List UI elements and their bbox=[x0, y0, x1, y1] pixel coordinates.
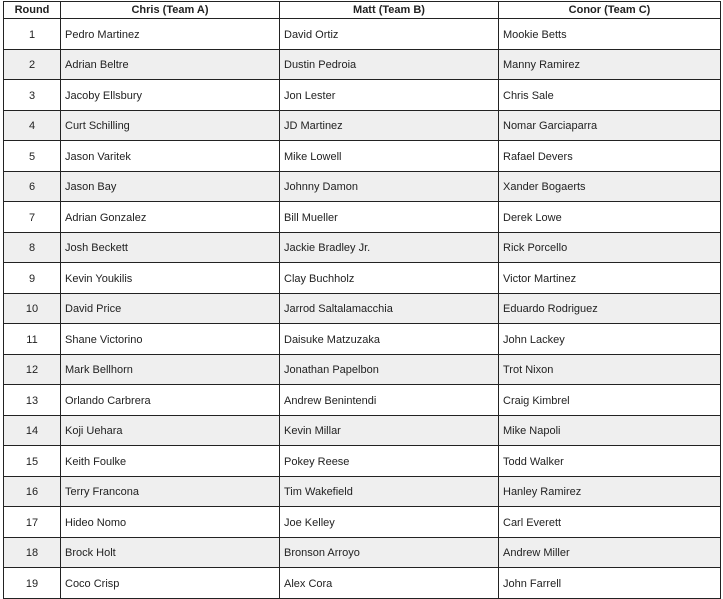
team-b-pick: Pokey Reese bbox=[280, 446, 499, 477]
team-c-pick: Nomar Garciaparra bbox=[499, 110, 721, 141]
round-cell: 6 bbox=[4, 171, 61, 202]
team-a-pick: Mark Bellhorn bbox=[61, 354, 280, 385]
team-c-pick: Andrew Miller bbox=[499, 537, 721, 568]
team-b-pick: Jon Lester bbox=[280, 80, 499, 111]
team-c-pick: Chris Sale bbox=[499, 80, 721, 111]
round-cell: 1 bbox=[4, 19, 61, 50]
team-c-pick: Todd Walker bbox=[499, 446, 721, 477]
table-row bbox=[4, 568, 721, 599]
header-row bbox=[4, 2, 721, 19]
team-b-pick: Tim Wakefield bbox=[280, 476, 499, 507]
team-a-pick: Pedro Martinez bbox=[61, 19, 280, 50]
table-row bbox=[4, 19, 721, 50]
table-row bbox=[4, 446, 721, 477]
team-b-pick: Mike Lowell bbox=[280, 141, 499, 172]
team-a-pick: Jason Varitek bbox=[61, 141, 280, 172]
team-a-pick: Jason Bay bbox=[61, 171, 280, 202]
team-c-pick: Carl Everett bbox=[499, 507, 721, 538]
team-c-pick: Xander Bogaerts bbox=[499, 171, 721, 202]
team-a-pick: Brock Holt bbox=[61, 537, 280, 568]
team-b-pick: Alex Cora bbox=[280, 568, 499, 599]
team-b-pick: Clay Buchholz bbox=[280, 263, 499, 294]
team-a-pick: David Price bbox=[61, 293, 280, 324]
round-cell: 11 bbox=[4, 324, 61, 355]
team-b-pick: Johnny Damon bbox=[280, 171, 499, 202]
table-row bbox=[4, 80, 721, 111]
table-row bbox=[4, 263, 721, 294]
team-a-pick: Terry Francona bbox=[61, 476, 280, 507]
team-a-pick: Jacoby Ellsbury bbox=[61, 80, 280, 111]
team-a-pick: Josh Beckett bbox=[61, 232, 280, 263]
team-c-pick: John Lackey bbox=[499, 324, 721, 355]
table-row bbox=[4, 49, 721, 80]
table-row bbox=[4, 385, 721, 416]
team-a-pick: Keith Foulke bbox=[61, 446, 280, 477]
table-row bbox=[4, 507, 721, 538]
team-c-pick: Hanley Ramirez bbox=[499, 476, 721, 507]
round-cell: 17 bbox=[4, 507, 61, 538]
team-c-pick: Rick Porcello bbox=[499, 232, 721, 263]
header-team-a: Chris (Team A) bbox=[61, 2, 280, 19]
team-c-pick: Manny Ramirez bbox=[499, 49, 721, 80]
round-cell: 8 bbox=[4, 232, 61, 263]
team-a-pick: Kevin Youkilis bbox=[61, 263, 280, 294]
round-cell: 19 bbox=[4, 568, 61, 599]
team-a-pick: Koji Uehara bbox=[61, 415, 280, 446]
table-row bbox=[4, 171, 721, 202]
round-cell: 18 bbox=[4, 537, 61, 568]
team-b-pick: Andrew Benintendi bbox=[280, 385, 499, 416]
team-a-pick: Hideo Nomo bbox=[61, 507, 280, 538]
round-cell: 7 bbox=[4, 202, 61, 233]
header-team-b: Matt (Team B) bbox=[280, 2, 499, 19]
team-a-pick: Shane Victorino bbox=[61, 324, 280, 355]
table-row bbox=[4, 202, 721, 233]
team-a-pick: Coco Crisp bbox=[61, 568, 280, 599]
team-c-pick: Mookie Betts bbox=[499, 19, 721, 50]
team-c-pick: Victor Martinez bbox=[499, 263, 721, 294]
team-b-pick: Dustin Pedroia bbox=[280, 49, 499, 80]
header-round: Round bbox=[4, 2, 61, 19]
round-cell: 10 bbox=[4, 293, 61, 324]
team-c-pick: Eduardo Rodriguez bbox=[499, 293, 721, 324]
team-b-pick: Jonathan Papelbon bbox=[280, 354, 499, 385]
team-a-pick: Curt Schilling bbox=[61, 110, 280, 141]
table-row bbox=[4, 476, 721, 507]
team-c-pick: Derek Lowe bbox=[499, 202, 721, 233]
team-c-pick: Mike Napoli bbox=[499, 415, 721, 446]
table-row bbox=[4, 415, 721, 446]
header-team-c: Conor (Team C) bbox=[499, 2, 721, 19]
round-cell: 9 bbox=[4, 263, 61, 294]
team-b-pick: Daisuke Matzuzaka bbox=[280, 324, 499, 355]
table-row bbox=[4, 110, 721, 141]
team-b-pick: David Ortiz bbox=[280, 19, 499, 50]
table-row bbox=[4, 232, 721, 263]
table-row bbox=[4, 354, 721, 385]
round-cell: 4 bbox=[4, 110, 61, 141]
round-cell: 5 bbox=[4, 141, 61, 172]
team-c-pick: John Farrell bbox=[499, 568, 721, 599]
team-a-pick: Orlando Carbrera bbox=[61, 385, 280, 416]
team-c-pick: Rafael Devers bbox=[499, 141, 721, 172]
team-c-pick: Trot Nixon bbox=[499, 354, 721, 385]
team-b-pick: Jackie Bradley Jr. bbox=[280, 232, 499, 263]
draft-table bbox=[3, 1, 721, 599]
team-b-pick: JD Martinez bbox=[280, 110, 499, 141]
table-row bbox=[4, 293, 721, 324]
round-cell: 13 bbox=[4, 385, 61, 416]
table-row bbox=[4, 141, 721, 172]
round-cell: 3 bbox=[4, 80, 61, 111]
round-cell: 14 bbox=[4, 415, 61, 446]
team-c-pick: Craig Kimbrel bbox=[499, 385, 721, 416]
team-a-pick: Adrian Beltre bbox=[61, 49, 280, 80]
round-cell: 2 bbox=[4, 49, 61, 80]
team-b-pick: Kevin Millar bbox=[280, 415, 499, 446]
team-a-pick: Adrian Gonzalez bbox=[61, 202, 280, 233]
table-row bbox=[4, 324, 721, 355]
round-cell: 16 bbox=[4, 476, 61, 507]
team-b-pick: Joe Kelley bbox=[280, 507, 499, 538]
round-cell: 12 bbox=[4, 354, 61, 385]
team-b-pick: Bronson Arroyo bbox=[280, 537, 499, 568]
round-cell: 15 bbox=[4, 446, 61, 477]
team-b-pick: Jarrod Saltalamacchia bbox=[280, 293, 499, 324]
team-b-pick: Bill Mueller bbox=[280, 202, 499, 233]
